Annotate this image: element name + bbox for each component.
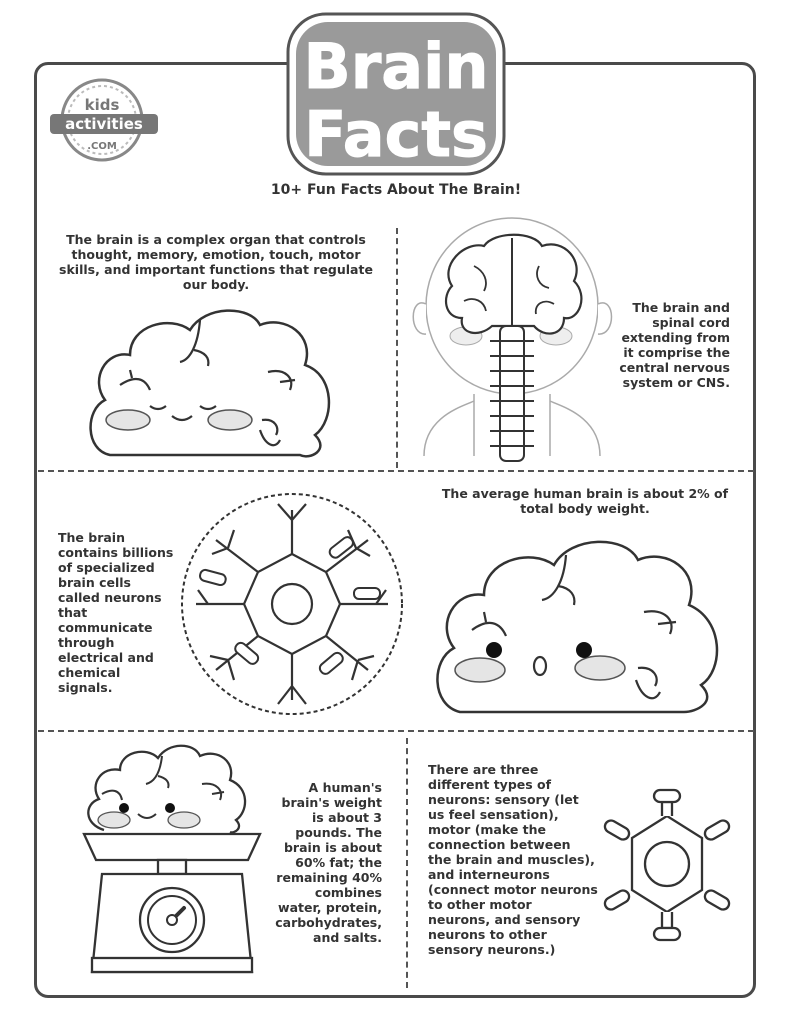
fact-brain-weight: A human's brain's weight is about 3 pounds. The brain is about 60% fat; the remaining 40% combines water, protein, carbohydrates, and salts. [275,780,382,945]
fact-complex-organ: The brain is a complex organ that controls thought, memory, emotion, touch, motor skills, and important functions that regulate our body. [59,232,373,292]
logo-activities: activities [65,115,143,133]
divider-horizontal-1 [38,470,754,472]
title-line1: Brain [303,30,489,103]
divider-horizontal-2 [38,730,754,732]
logo-com: .COM [87,141,117,152]
fact-spinal-cord: The brain and spinal cord extending from it comprise the central nervous system or CNS. [619,300,730,390]
page-subtitle: 10+ Fun Facts About The Brain! [270,182,522,198]
title-line2: Facts [304,98,488,171]
surprised-brain-illustration [436,530,726,715]
fact-neuron-types: There are three different types of neurons: sensory (let us feel sensation), motor (make the connection between the brain and muscles), and interneurons (connect motor neurons to other motor neurons, and sensory neurons to other sensory neurons.) [428,762,598,957]
logo-kids: kids [84,96,120,114]
fact-neurons: The brain contains billions of specialized brain cells called neurons that communicate through electrical and chemical signals. [58,530,174,695]
neuron-illustration [592,786,742,946]
sleeping-brain-illustration [90,300,335,465]
divider-vertical-top [396,228,398,468]
fact-body-weight: The average human brain is about 2% of total body weight. [441,486,729,516]
brain-on-scale-illustration [84,744,260,984]
brain-spinal-cord-illustration [404,226,616,466]
divider-vertical-bottom [406,738,408,988]
neuron-network-illustration [178,490,406,718]
kids-activities-logo [48,76,163,166]
